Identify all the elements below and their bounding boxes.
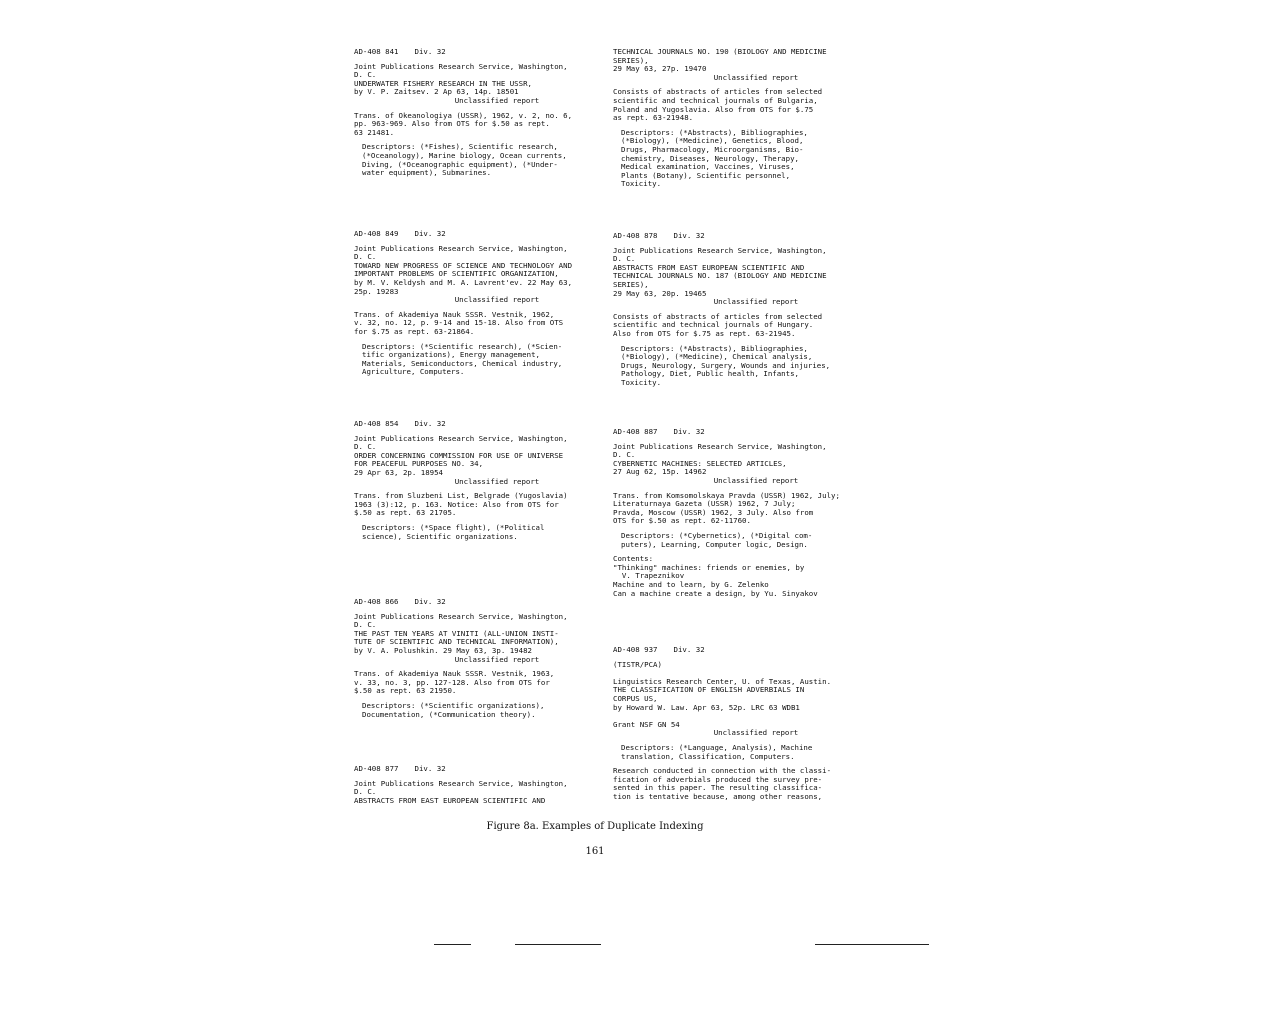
descriptors: water equipment), Submarines. — [362, 168, 492, 178]
source-note: pp. 963-969. Also from OTS for $.50 as rept. — [354, 119, 550, 129]
entry-text: THE PAST TEN YEARS AT VINITI (ALL-UNION INSTI- — [354, 628, 559, 638]
descriptors: science), Scientific organizations. — [362, 531, 518, 541]
accession-number: AD-408 849 — [354, 229, 399, 238]
source-note: Consists of abstracts of articles from selected — [613, 311, 823, 321]
classification-label: Unclassified report — [454, 654, 540, 664]
entry-text: 29 Apr 63, 2p. 18954 — [354, 467, 443, 477]
entry-header — [354, 598, 600, 607]
entry-text: by Howard W. Law. Apr 63, 52p. LRC 63 WDB1 — [613, 702, 800, 712]
source-note: Also from OTS for $.75 as rept. 63-21945. — [613, 328, 796, 338]
entry-text: TUTE OF SCIENTIFIC AND TECHNICAL INFORMATION), — [354, 637, 559, 647]
accession-number: AD-408 866 — [354, 597, 399, 606]
entry-text: Linguistics Research Center, U. of Texas, Austin. — [613, 676, 832, 686]
source-note: 63 21481. — [354, 127, 395, 137]
entry-text: D. C. — [613, 254, 636, 264]
descriptors: Descriptors: (*Cybernetics), (*Digital com- — [621, 530, 813, 540]
page-number: 161 — [585, 846, 605, 857]
descriptors: Descriptors: (*Space flight), (*Political — [362, 522, 545, 532]
source-note: Consists of abstracts of articles from selected — [613, 87, 823, 97]
contents-list: "Thinking" machines: friends or enemies, by — [613, 562, 805, 572]
division-label: Div. 32 — [414, 47, 446, 56]
source-note: Poland and Yugoslavia. Also from OTS for $.75 — [613, 104, 814, 114]
descriptors: translation, Classification, Computers. — [621, 751, 795, 761]
descriptors: Agriculture, Computers. — [362, 367, 465, 377]
entry-text: SERIES), — [613, 55, 649, 65]
descriptors: Toxicity. — [621, 179, 662, 189]
entry-text: 25p. 19283 — [354, 286, 399, 296]
abstract-entry — [354, 420, 600, 541]
entry-text: TOWARD NEW PROGRESS OF SCIENCE AND TECHNOLOGY AND — [354, 260, 573, 270]
descriptors: Descriptors: (*Scientific organizations), — [362, 700, 545, 710]
source-note: Trans. from Komsomolskaya Pravda (USSR) 1962, July; — [613, 490, 840, 500]
division-label: Div. 32 — [673, 427, 705, 436]
division-label: Div. 32 — [673, 645, 705, 654]
entry-text: D. C. — [354, 442, 377, 452]
entry-header — [613, 232, 859, 241]
entry-header — [354, 420, 600, 429]
source-note: 1963 (3):12, p. 163. Notice: Also from OTS for — [354, 499, 559, 509]
entry-text: IMPORTANT PROBLEMS OF SCIENTIFIC ORGANIZATION, — [354, 269, 559, 279]
classification-label: Unclassified report — [713, 297, 799, 307]
entry-text: Joint Publications Research Service, Washington, — [354, 778, 568, 788]
classification-label: Unclassified report — [454, 95, 540, 105]
descriptors: chemistry, Diseases, Neurology, Therapy, — [621, 153, 799, 163]
entry-text: Grant NSF GN 54 — [613, 719, 680, 729]
descriptors: (*Biology), (*Medicine), Genetics, Blood, — [621, 136, 804, 146]
entry-text: D. C. — [354, 70, 377, 80]
footer-rule — [815, 944, 929, 945]
abstract-text: Research conducted in connection with the classi- — [613, 766, 832, 776]
accession-number: AD-408 877 — [354, 764, 399, 773]
classification-label: Unclassified report — [454, 476, 540, 486]
source-note: Trans. from Sluzbeni List, Belgrade (Yugoslavia) — [354, 491, 568, 501]
division-label: Div. 32 — [414, 764, 446, 773]
source-note: Trans. of Okeanologiya (USSR), 1962, v. 2, no. 6, — [354, 110, 573, 120]
abstract-text: tion is tentative because, among other reasons, — [613, 791, 823, 801]
abstract-text: sented in this paper. The resulting classifica- — [613, 783, 823, 793]
source-note: as rept. 63-21948. — [613, 113, 694, 123]
descriptors: puters), Learning, Computer logic, Design. — [621, 539, 808, 549]
descriptors: (*Oceanology), Marine biology, Ocean currents, — [362, 150, 567, 160]
entry-text: Joint Publications Research Service, Washington, — [354, 433, 568, 443]
entry-header — [354, 765, 600, 774]
descriptors: Descriptors: (*Abstracts), Bibliographies, — [621, 127, 808, 137]
entry-text: Joint Publications Research Service, Washington, — [613, 245, 827, 255]
contents-list: Can a machine create a design, by Yu. Sinyakov — [613, 588, 818, 598]
entry-text: 27 Aug 62, 15p. 14962 — [613, 467, 707, 477]
descriptors: tific organizations), Energy management, — [362, 350, 540, 360]
descriptors: Pathology, Diet, Public health, Infants, — [621, 369, 799, 379]
classification-label: Unclassified report — [713, 728, 799, 738]
entry-text: FOR PEACEFUL PURPOSES NO. 34, — [354, 459, 484, 469]
descriptors: Diving, (*Oceanographic equipment), (*Under- — [362, 159, 558, 169]
abstract-entry — [613, 48, 859, 189]
entry-header — [613, 646, 859, 655]
descriptors: Materials, Semiconductors, Chemical industry, — [362, 358, 563, 368]
classification-label: Unclassified report — [713, 72, 799, 82]
division-label: Div. 32 — [414, 229, 446, 238]
descriptors: Toxicity. — [621, 377, 662, 387]
entry-text: Joint Publications Research Service, Washington, — [354, 243, 568, 253]
source-note: Trans. of Akademiya Nauk SSSR. Vestnik, 1963, — [354, 669, 555, 679]
source-note: for $.75 as rept. 63-21864. — [354, 326, 475, 336]
descriptors: Descriptors: (*Scientific research), (*Scien- — [362, 341, 563, 351]
accession-number: AD-408 887 — [613, 427, 658, 436]
descriptors: (*Biology), (*Medicine), Chemical analysis, — [621, 352, 813, 362]
footer-rule — [434, 944, 471, 945]
entry-text: TECHNICAL JOURNALS NO. 190 (BIOLOGY AND MEDICINE — [613, 47, 827, 56]
source-note: Literaturnaya Gazeta (USSR) 1962, 7 July; — [613, 499, 796, 509]
classification-label: Unclassified report — [454, 295, 540, 305]
footer-rule — [515, 944, 601, 945]
contents-list: Contents: — [613, 554, 654, 564]
accession-number: AD-408 841 — [354, 47, 399, 56]
source-note: Trans. of Akademiya Nauk SSSR. Vestnik, 1962, — [354, 309, 555, 319]
entry-text: SERIES), — [613, 279, 649, 289]
entry-text: (TISTR/PCA) — [613, 659, 662, 669]
abstract-entry — [613, 232, 859, 388]
source-note: $.50 as rept. 63 21950. — [354, 686, 457, 696]
descriptors: Documentation, (*Communication theory). — [362, 709, 536, 719]
descriptors: Descriptors: (*Abstracts), Bibliographies, — [621, 343, 808, 353]
accession-number: AD-408 878 — [613, 231, 658, 240]
descriptors: Descriptors: (*Fishes), Scientific research, — [362, 142, 558, 152]
entry-text: 29 May 63, 27p. 19470 — [613, 64, 707, 74]
source-note: scientific and technical journals of Hungary. — [613, 320, 814, 330]
abstract-entry — [354, 765, 600, 805]
entry-header — [354, 230, 600, 239]
abstract-entry — [354, 230, 600, 377]
entry-text: D. C. — [613, 450, 636, 460]
descriptors: Drugs, Pharmacology, Microorganisms, Bio- — [621, 144, 804, 154]
entry-text: 29 May 63, 20p. 19465 — [613, 288, 707, 298]
entry-text: TECHNICAL JOURNALS NO. 187 (BIOLOGY AND MEDICINE — [613, 271, 827, 281]
division-label: Div. 32 — [414, 419, 446, 428]
entry-text: ABSTRACTS FROM EAST EUROPEAN SCIENTIFIC AND — [613, 262, 805, 272]
descriptors: Descriptors: (*Language, Analysis), Machine — [621, 742, 813, 752]
division-label: Div. 32 — [414, 597, 446, 606]
entry-text: ORDER CONCERNING COMMISSION FOR USE OF UNIVERSE — [354, 450, 564, 460]
abstract-entry — [613, 646, 859, 802]
accession-number: AD-408 937 — [613, 645, 658, 654]
entry-text: D. C. — [354, 252, 377, 262]
abstract-entry — [354, 598, 600, 719]
entry-text: THE CLASSIFICATION OF ENGLISH ADVERBIALS IN — [613, 685, 805, 695]
entry-text: by V. A. Polushkin. 29 May 63, 3p. 19482 — [354, 645, 532, 655]
entry-text: ABSTRACTS FROM EAST EUROPEAN SCIENTIFIC AND — [354, 795, 546, 805]
descriptors: Drugs, Neurology, Surgery, Wounds and injuries, — [621, 360, 831, 370]
division-label: Div. 32 — [673, 231, 705, 240]
classification-label: Unclassified report — [713, 475, 799, 485]
abstract-entry — [613, 428, 859, 598]
source-note: v. 33, no. 3, pp. 127-128. Also from OTS for — [354, 677, 550, 687]
entry-text: UNDERWATER FISHERY RESEARCH IN THE USSR, — [354, 78, 532, 88]
entry-text: D. C. — [354, 620, 377, 630]
descriptors: Plants (Botany), Scientific personnel, — [621, 170, 791, 180]
figure-caption: Figure 8a. Examples of Duplicate Indexing — [486, 821, 704, 832]
source-note: v. 32, no. 12, p. 9-14 and 15-18. Also from OTS — [354, 318, 564, 328]
contents-list: Machine and to learn, by G. Zelenko — [613, 579, 769, 589]
entry-header — [354, 48, 600, 57]
entry-text: D. C. — [354, 787, 377, 797]
source-note: $.50 as rept. 63 21705. — [354, 508, 457, 518]
source-note: Pravda, Moscow (USSR) 1962, 3 July. Also from — [613, 507, 814, 517]
source-note: OTS for $.50 as rept. 62-11760. — [613, 516, 751, 526]
entry-text: Joint Publications Research Service, Washington, — [354, 61, 568, 71]
entry-text: Joint Publications Research Service, Washington, — [613, 441, 827, 451]
abstract-text: fication of adverbials produced the survey pre- — [613, 774, 823, 784]
entry-text: Joint Publications Research Service, Washington, — [354, 611, 568, 621]
accession-number: AD-408 854 — [354, 419, 399, 428]
entry-text: CYBERNETIC MACHINES: SELECTED ARTICLES, — [613, 458, 787, 468]
entry-text: CORPUS US, — [613, 693, 658, 703]
entry-header — [613, 428, 859, 437]
contents-list: V. Trapeznikov — [613, 571, 685, 581]
entry-text: by V. P. Zaitsev. 2 Ap 63, 14p. 18501 — [354, 87, 519, 97]
source-note: scientific and technical journals of Bulgaria, — [613, 95, 818, 105]
abstract-entry — [354, 48, 600, 178]
descriptors: Medical examination, Vaccines, Viruses, — [621, 162, 795, 172]
entry-text: by M. V. Keldysh and M. A. Lavrent'ev. 22 May 63, — [354, 277, 573, 287]
